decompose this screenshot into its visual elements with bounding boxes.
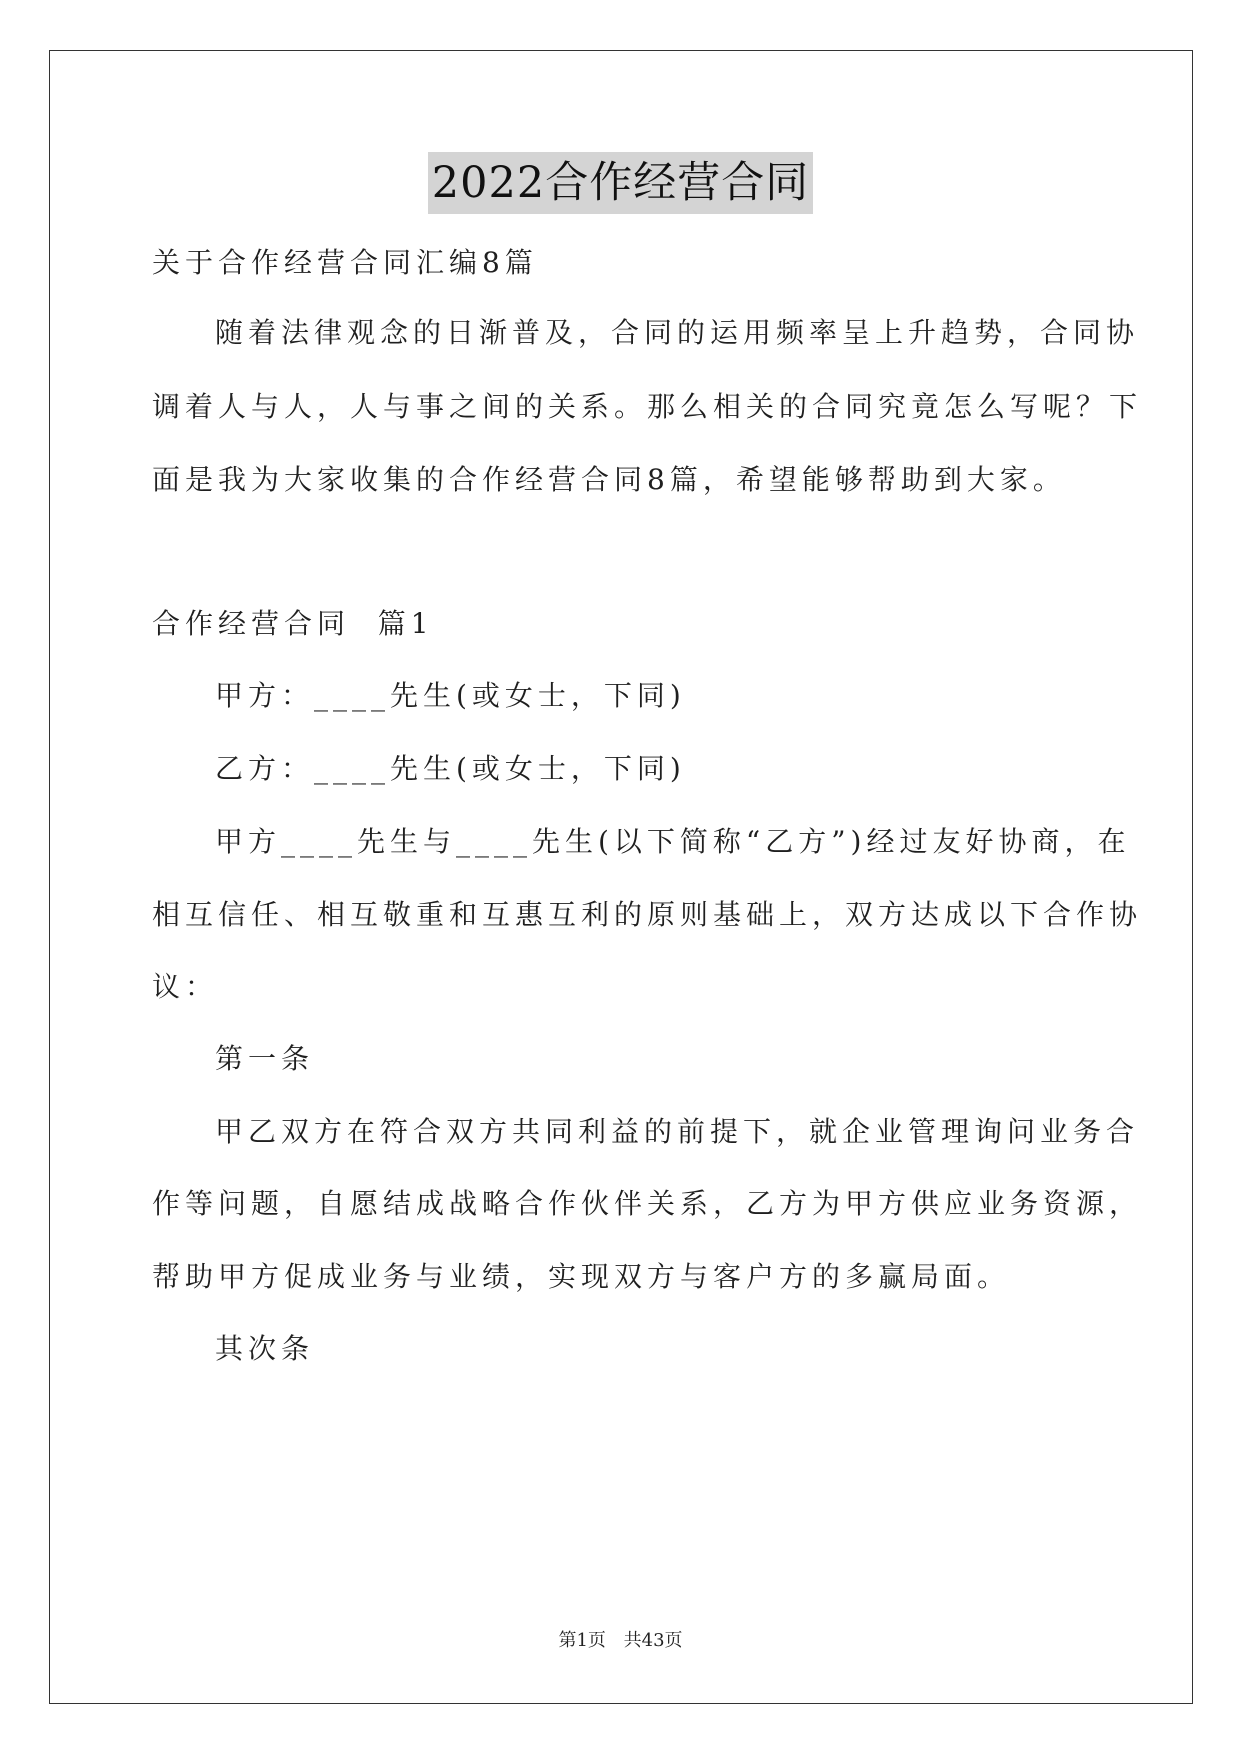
- document-title: 2022合作经营合同: [428, 152, 813, 214]
- page-number: 第1页: [558, 1630, 606, 1651]
- intro-paragraph-line: 随着法律观念的日渐普及，合同的运用频率呈上升趋势，合同协: [215, 316, 1140, 349]
- article-paragraph-line: 甲乙双方在符合双方共同利益的前提下，就企业管理询问业务合: [215, 1115, 1140, 1148]
- article-heading: 其次条: [215, 1332, 315, 1365]
- page-footer: [0, 1628, 1241, 1654]
- intro-paragraph-line: 面是我为大家收集的合作经营合同8篇，希望能够帮助到大家。: [152, 463, 1066, 496]
- agreement-paragraph-line: 议：: [152, 970, 219, 1003]
- document-subtitle: 关于合作经营合同汇编8篇: [152, 246, 538, 279]
- title-container: [0, 152, 1241, 214]
- article-paragraph-line: 作等问题，自愿结成战略合作伙伴关系，乙方为甲方供应业务资源，: [152, 1187, 1143, 1220]
- intro-paragraph-line: 调着人与人，人与事之间的关系。那么相关的合同究竟怎么写呢？下: [152, 390, 1143, 423]
- article-paragraph-line: 帮助甲方促成业务与业绩，实现双方与客户方的多赢局面。: [152, 1260, 1011, 1293]
- agreement-paragraph-line: 甲方____先生与____先生(以下简称“乙方”)经过友好协商，在: [215, 825, 1131, 858]
- agreement-paragraph-line: 相互信任、相互敬重和互惠互利的原则基础上，双方达成以下合作协: [152, 898, 1143, 931]
- article-heading: 第一条: [215, 1042, 315, 1075]
- page-total: 共43页: [623, 1630, 683, 1651]
- section-heading: 合作经营合同 篇1: [152, 607, 434, 640]
- party-a-line: 甲方：____先生(或女士，下同): [215, 679, 686, 712]
- party-b-line: 乙方：____先生(或女士，下同): [215, 752, 686, 785]
- page-border: [49, 50, 1193, 1704]
